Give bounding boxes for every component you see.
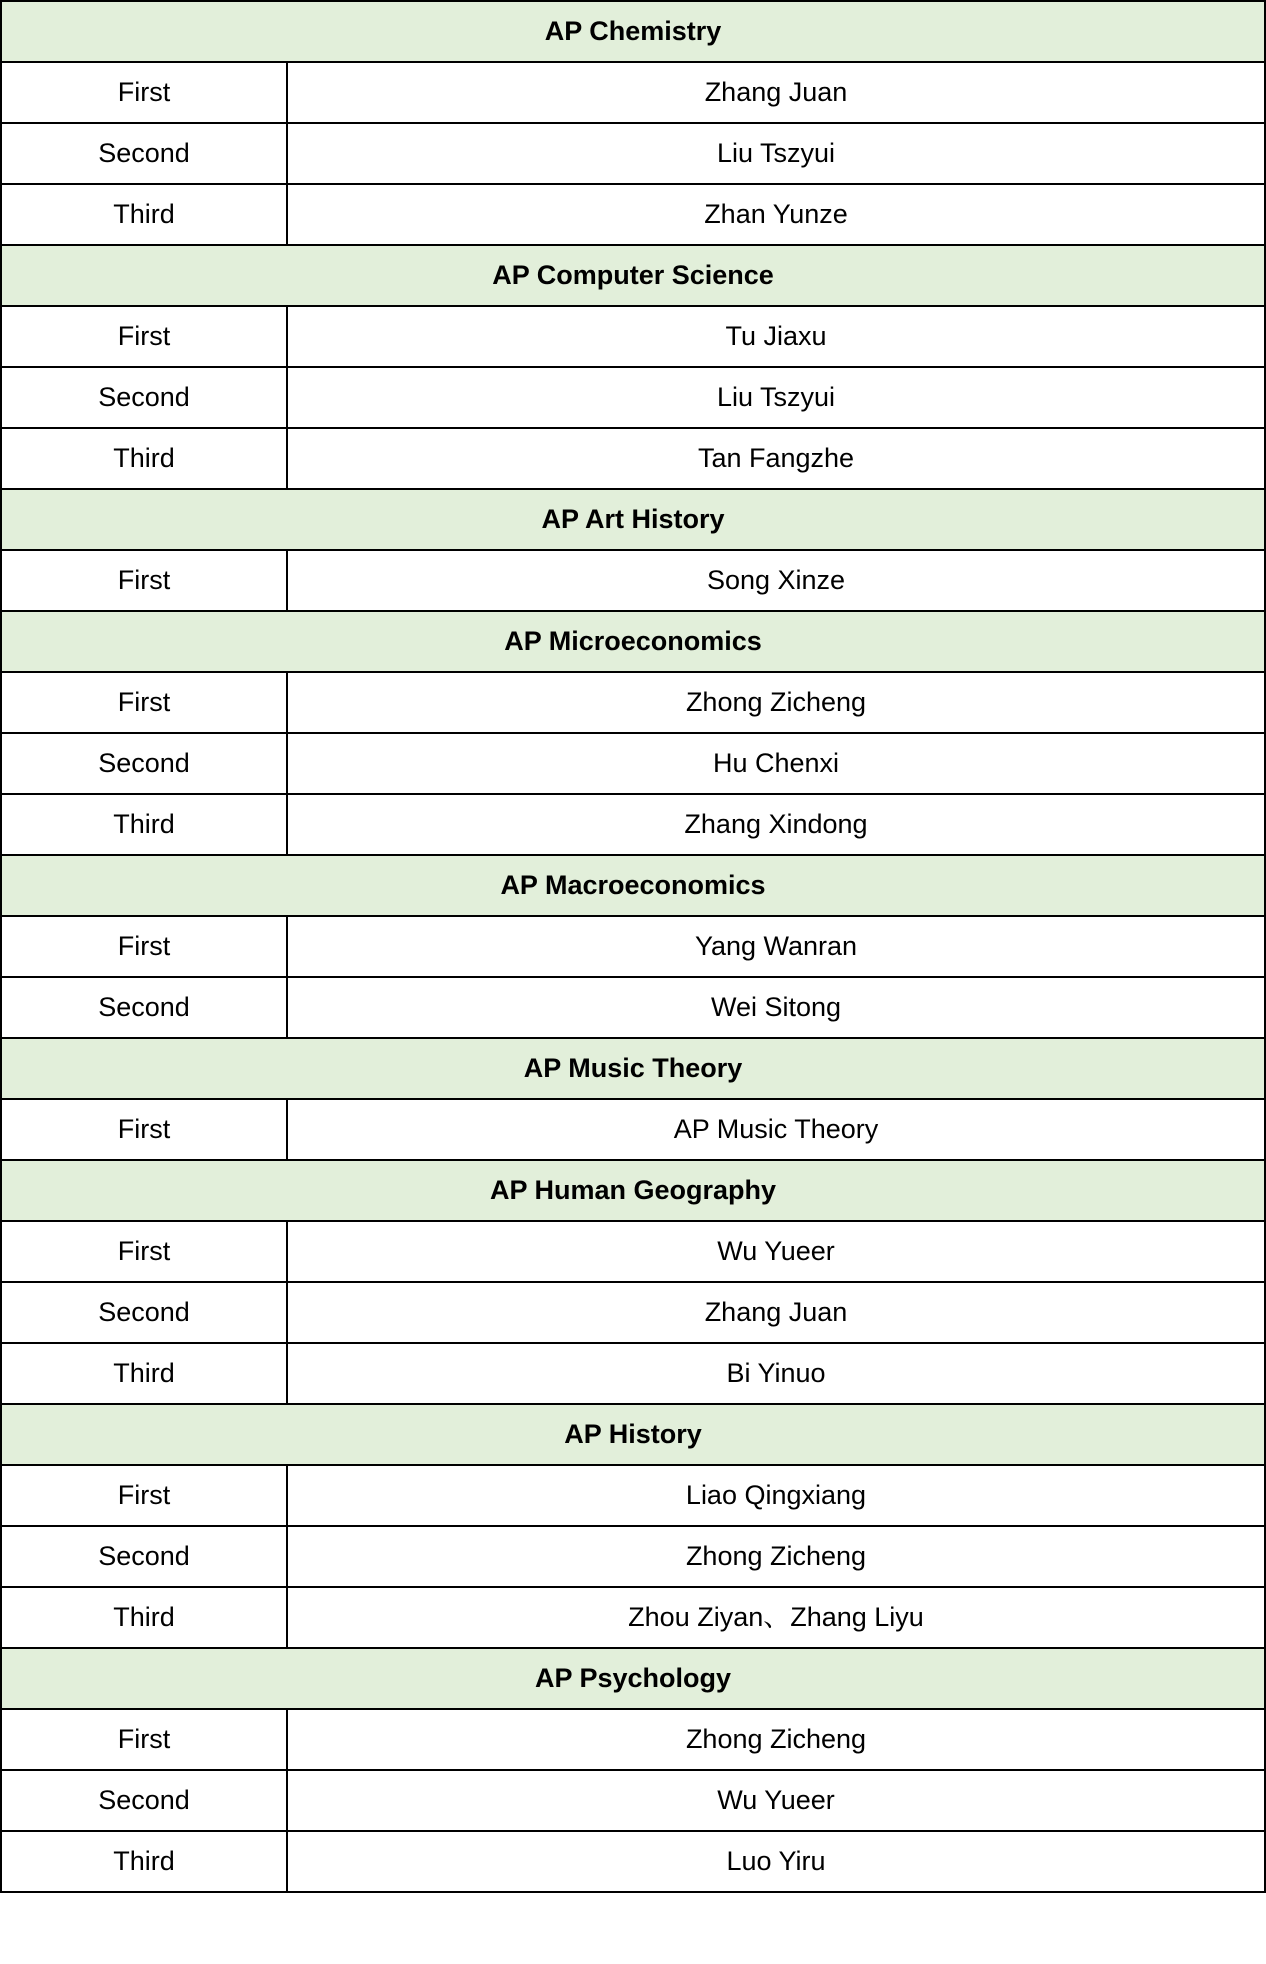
winner-name-cell: Zhang Juan: [287, 1282, 1265, 1343]
section-title: AP History: [1, 1404, 1265, 1465]
rank-cell: First: [1, 916, 287, 977]
winner-name-cell: AP Music Theory: [287, 1099, 1265, 1160]
winner-name-cell: Wei Sitong: [287, 977, 1265, 1038]
winner-row: [1, 367, 1265, 428]
section-title: AP Computer Science: [1, 245, 1265, 306]
winner-name-cell: Liu Tszyui: [287, 123, 1265, 184]
rank-cell: Third: [1, 1831, 287, 1892]
rank-cell: Third: [1, 1343, 287, 1404]
rank-cell: Third: [1, 1587, 287, 1648]
rank-cell: First: [1, 1221, 287, 1282]
section-title: AP Chemistry: [1, 1, 1265, 62]
winner-row: [1, 1831, 1265, 1892]
winner-row: [1, 1221, 1265, 1282]
section-title: AP Human Geography: [1, 1160, 1265, 1221]
winner-name-cell: Zhong Zicheng: [287, 672, 1265, 733]
winner-row: [1, 794, 1265, 855]
section-title: AP Music Theory: [1, 1038, 1265, 1099]
winner-row: [1, 306, 1265, 367]
rank-cell: Second: [1, 1282, 287, 1343]
winner-row: [1, 672, 1265, 733]
section-header-row: [1, 1160, 1265, 1221]
rank-cell: First: [1, 1709, 287, 1770]
winner-row: [1, 428, 1265, 489]
section-header-row: [1, 1, 1265, 62]
winner-row: [1, 184, 1265, 245]
rank-cell: First: [1, 1099, 287, 1160]
winner-name-cell: Liao Qingxiang: [287, 1465, 1265, 1526]
winner-row: [1, 123, 1265, 184]
section-header-row: [1, 1404, 1265, 1465]
winner-row: [1, 550, 1265, 611]
winner-name-cell: Zhou Ziyan、Zhang Liyu: [287, 1587, 1265, 1648]
rank-cell: Second: [1, 123, 287, 184]
rank-cell: Third: [1, 184, 287, 245]
winner-name-cell: Tan Fangzhe: [287, 428, 1265, 489]
winner-name-cell: Zhang Juan: [287, 62, 1265, 123]
section-header-row: [1, 611, 1265, 672]
winner-name-cell: Tu Jiaxu: [287, 306, 1265, 367]
section-title: AP Art History: [1, 489, 1265, 550]
winner-name-cell: Zhong Zicheng: [287, 1526, 1265, 1587]
winner-name-cell: Hu Chenxi: [287, 733, 1265, 794]
rank-cell: First: [1, 550, 287, 611]
rank-cell: Third: [1, 794, 287, 855]
section-header-row: [1, 245, 1265, 306]
rank-cell: Second: [1, 977, 287, 1038]
section-title: AP Macroeconomics: [1, 855, 1265, 916]
section-header-row: [1, 1648, 1265, 1709]
rank-cell: Third: [1, 428, 287, 489]
winner-name-cell: Zhan Yunze: [287, 184, 1265, 245]
rank-cell: Second: [1, 1526, 287, 1587]
section-header-row: [1, 855, 1265, 916]
winner-name-cell: Song Xinze: [287, 550, 1265, 611]
rank-cell: First: [1, 672, 287, 733]
section-title: AP Psychology: [1, 1648, 1265, 1709]
rank-cell: Second: [1, 1770, 287, 1831]
winner-name-cell: Zhang Xindong: [287, 794, 1265, 855]
winner-row: [1, 1343, 1265, 1404]
section-header-row: [1, 1038, 1265, 1099]
winner-row: [1, 1282, 1265, 1343]
winner-row: [1, 916, 1265, 977]
winner-row: [1, 62, 1265, 123]
winner-row: [1, 733, 1265, 794]
section-title: AP Microeconomics: [1, 611, 1265, 672]
winner-name-cell: Zhong Zicheng: [287, 1709, 1265, 1770]
rank-cell: Second: [1, 367, 287, 428]
winner-row: [1, 1770, 1265, 1831]
winner-name-cell: Liu Tszyui: [287, 367, 1265, 428]
winner-row: [1, 1526, 1265, 1587]
winner-name-cell: Bi Yinuo: [287, 1343, 1265, 1404]
winner-row: [1, 977, 1265, 1038]
section-header-row: [1, 489, 1265, 550]
rank-cell: First: [1, 1465, 287, 1526]
winner-row: [1, 1465, 1265, 1526]
rank-cell: First: [1, 62, 287, 123]
rank-cell: Second: [1, 733, 287, 794]
winner-name-cell: Wu Yueer: [287, 1770, 1265, 1831]
winner-name-cell: Yang Wanran: [287, 916, 1265, 977]
winner-name-cell: Wu Yueer: [287, 1221, 1265, 1282]
winner-row: [1, 1709, 1265, 1770]
winner-row: [1, 1099, 1265, 1160]
winner-row: [1, 1587, 1265, 1648]
awards-table-body: [1, 1, 1265, 1892]
winner-name-cell: Luo Yiru: [287, 1831, 1265, 1892]
rank-cell: First: [1, 306, 287, 367]
